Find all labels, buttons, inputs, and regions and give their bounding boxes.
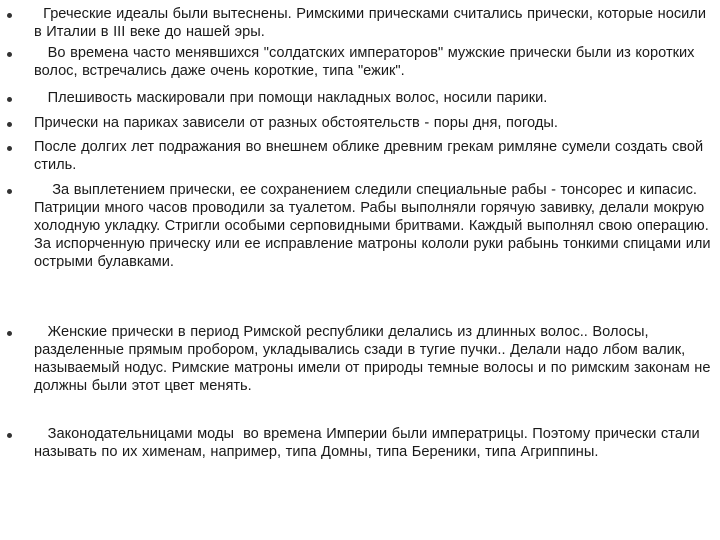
bullet-dot bbox=[7, 13, 12, 18]
bullet-dot bbox=[7, 52, 12, 57]
paragraph-text: Плешивость маскировали при помощи накладных волос, носили парики. bbox=[34, 90, 548, 106]
paragraph-text: Женские прически в период Римской республики делались из длинных волос.. Волосы, разделенные прямым пробором, укладывались сзади в тугие пучки.. Делали надо лбом валик, называемый нодус. Римские матроны имели от природы темные волосы и по римским законам не должны были этот цвет менять. bbox=[34, 324, 716, 394]
paragraph-text: Греческие идеалы были вытеснены. Римскими прическами считались прически, которые носили в Италии в III веке до нашей эры. bbox=[34, 6, 711, 40]
paragraph-text: Законодательницами моды во времена Империи были императрицы. Поэтому прически стали называть по их хименам, например, типа Домны, типа Береники, типа Агриппины. bbox=[34, 426, 705, 460]
bullet-dot bbox=[7, 146, 12, 151]
paragraph-text: После долгих лет подражания во внешнем облике древним грекам римляне сумели создать свой стиль. bbox=[34, 139, 708, 173]
paragraph-text: Прически на париках зависели от разных обстоятельств - поры дня, погоды. bbox=[34, 115, 558, 131]
paragraph-text: За выплетением прически, ее сохранением следили специальные рабы - тонсорес и кипасис. Патриции много часов проводили за туалетом. Рабы выполняли горячую завивку, делали мокрую холодную укладку. Стригли особыми серповидными бритвами. Каждый выполнял свою операцию. За испорченную прическу или ее исправление матроны кололи руки рабынь тонкими спицами или острыми булавками. bbox=[34, 182, 716, 270]
bullet-dot bbox=[7, 331, 12, 336]
paragraph-text: Во времена часто менявшихся "солдатских императоров" мужские прически были из коротких волос, встречались даже очень короткие, типа "ежик". bbox=[34, 45, 700, 79]
bullet-dot bbox=[7, 97, 12, 102]
bullet-dot bbox=[7, 122, 12, 127]
bullet-dot bbox=[7, 433, 12, 438]
bullet-dot bbox=[7, 189, 12, 194]
